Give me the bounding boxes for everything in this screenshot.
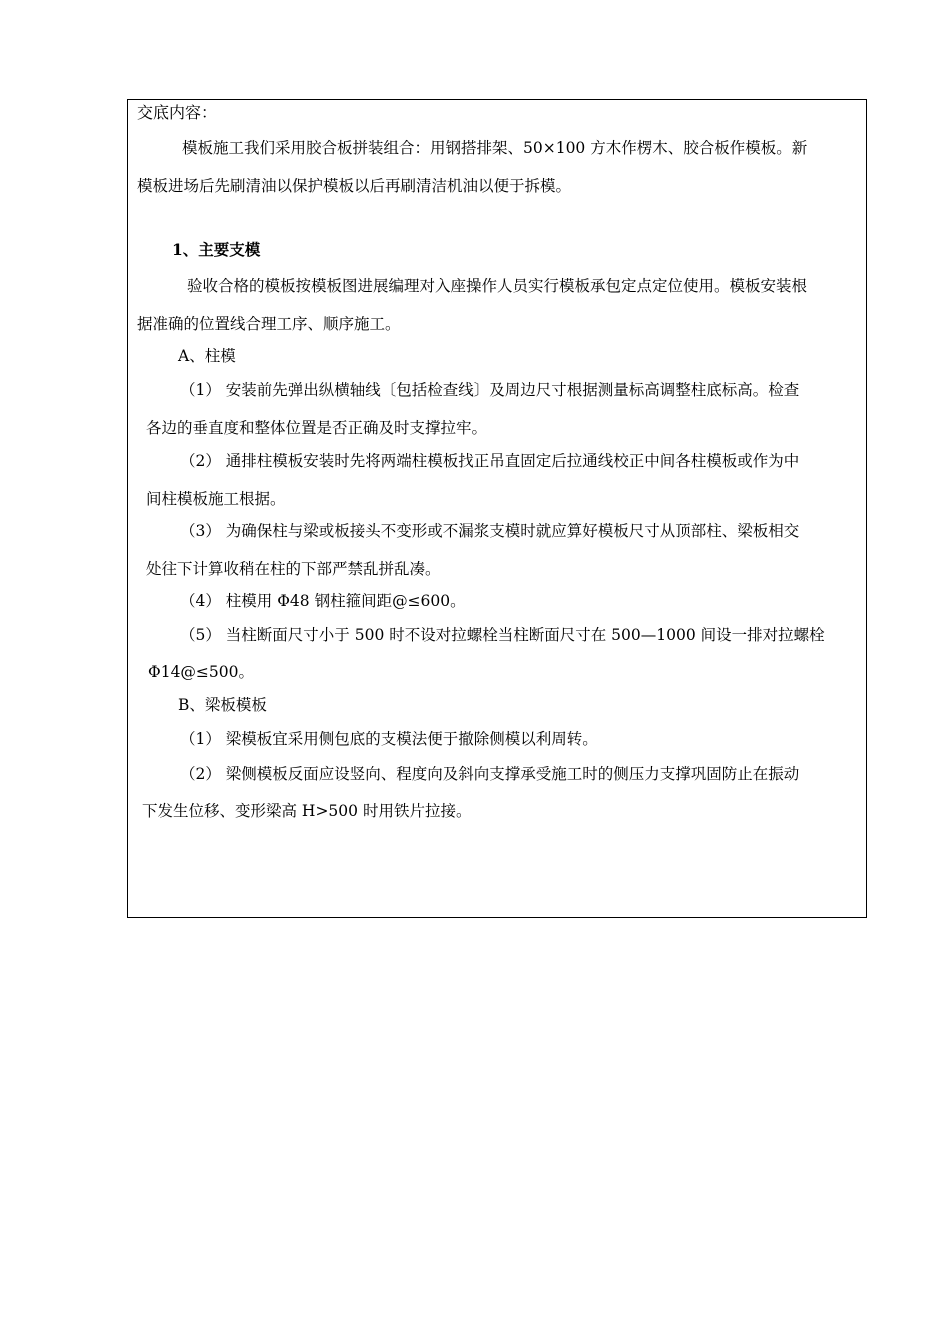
section-1-para-line-1: 验收合格的模板按模板图进展编理对入座操作人员实行模板承包定点定位使用。模板安装根 bbox=[187, 277, 808, 295]
a-item-5-line-2: Φ14@≤500。 bbox=[148, 663, 255, 681]
b-item-1-line-1: （1） 梁模板宜采用侧包底的支模法便于撤除侧模以利周转。 bbox=[180, 730, 598, 748]
b-item-2-line-2: 下发生位移、变形梁高 H>500 时用铁片拉接。 bbox=[142, 802, 472, 820]
a-item-3-line-1: （3） 为确保柱与梁或板接头不变形或不漏浆支模时就应算好模板尺寸从顶部柱、梁板相交 bbox=[180, 522, 800, 540]
section-1-title: 1、主要支模 bbox=[172, 240, 261, 259]
intro-line-1: 模板施工我们采用胶合板拼装组合：用钢搭排架、50×100 方木作楞木、胶合板作模板。新 bbox=[182, 139, 808, 157]
b-item-2-line-1: （2） 梁侧模板反面应设竖向、程度向及斜向支撑承受施工时的侧压力支撑巩固防止在振动 bbox=[180, 765, 800, 783]
a-item-4-line-1: （4） 柱模用 Φ48 钢柱箍间距@≤600。 bbox=[180, 592, 466, 610]
intro-line-2: 模板进场后先刷清油以保护模板以后再刷清洁机油以便于拆模。 bbox=[137, 177, 572, 195]
a-item-1-line-1: （1） 安装前先弹出纵横轴线〔包括检查线〕及周边尺寸根据测量标高调整柱底标高。检查 bbox=[180, 381, 800, 399]
a-item-3-line-2: 处往下计算收稍在柱的下部严禁乱拼乱凑。 bbox=[146, 560, 441, 578]
section-1-para-line-2: 据准确的位置线合理工序、顺序施工。 bbox=[137, 315, 401, 333]
section-heading: 交底内容： bbox=[137, 103, 218, 122]
a-item-1-line-2: 各边的垂直度和整体位置是否正确及时支撑拉牢。 bbox=[146, 419, 488, 437]
a-item-2-line-1: （2） 通排柱模板安装时先将两端柱模板找正吊直固定后拉通线校正中间各柱模板或作为中 bbox=[180, 452, 800, 470]
subsection-b-title: B、梁板模板 bbox=[178, 696, 267, 714]
subsection-a-title: A、柱模 bbox=[178, 347, 236, 365]
content-box bbox=[127, 99, 867, 918]
a-item-2-line-2: 间柱模板施工根据。 bbox=[146, 490, 286, 508]
a-item-5-line-1: （5） 当柱断面尺寸小于 500 时不设对拉螺栓当柱断面尺寸在 500—1000 间设一排对拉螺栓 bbox=[180, 626, 825, 644]
